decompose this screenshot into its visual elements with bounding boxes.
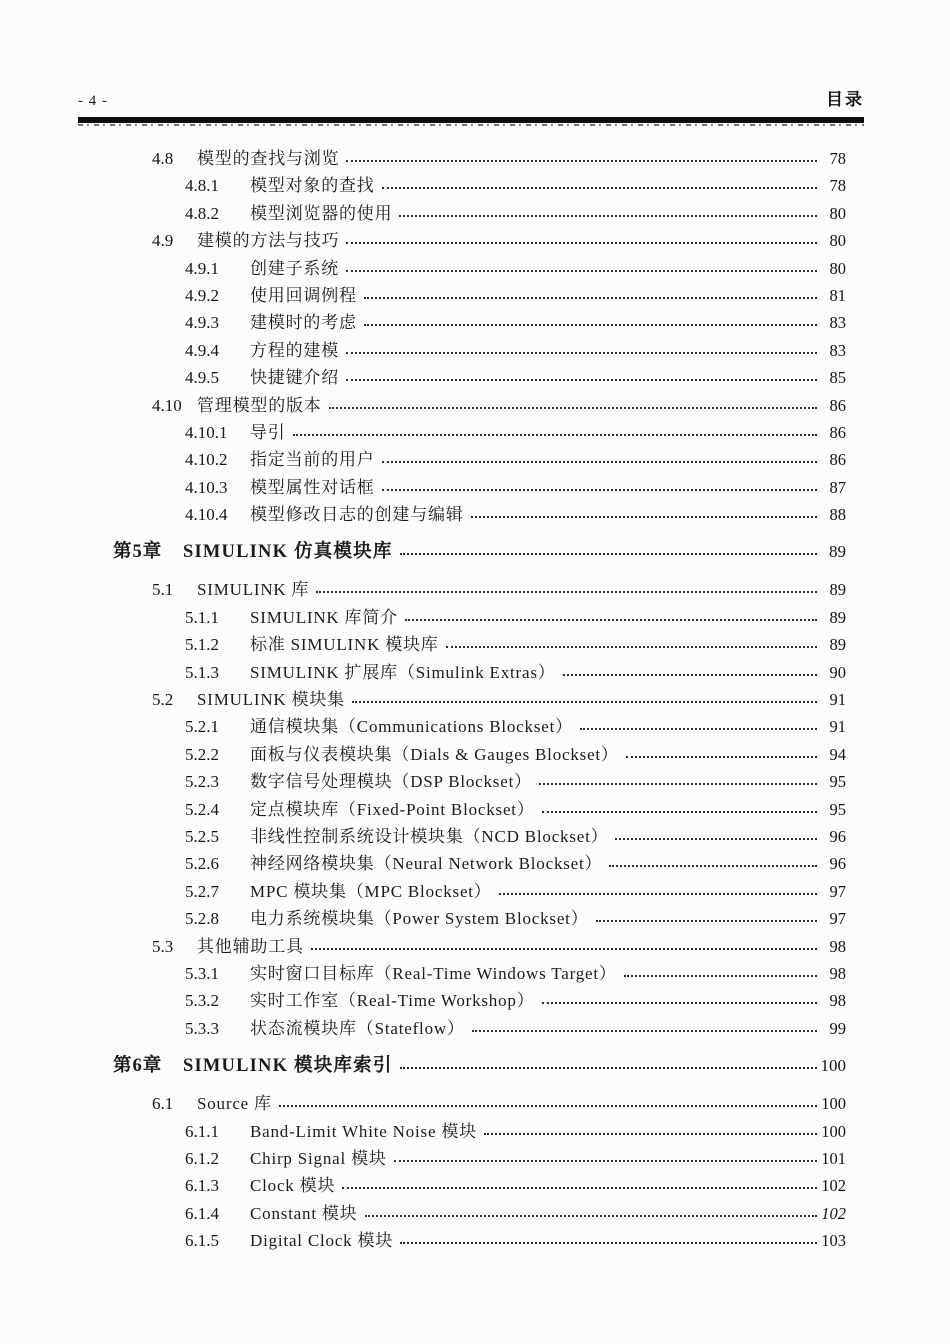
toc-entry-title: 建模的方法与技巧 <box>197 231 340 251</box>
toc-entry-number: 4.8.2 <box>185 203 219 223</box>
toc-entry-title: 数字信号处理模块（DSP Blockset） <box>250 772 532 792</box>
toc-entry-number: 4.9.1 <box>185 258 219 278</box>
dot-leader <box>400 1067 817 1069</box>
toc-entry-title: 标准 SIMULINK 模块库 <box>250 635 439 655</box>
toc-entry <box>78 1089 846 1116</box>
toc-entry-title: 管理模型的版本 <box>197 395 322 415</box>
toc-entry-title: Constant 模块 <box>250 1203 358 1223</box>
toc-entry <box>78 740 846 767</box>
toc-entry-number: 4.10 <box>152 395 182 415</box>
toc-entry-title: Band-Limit White Noise 模块 <box>250 1121 477 1141</box>
toc-entry <box>78 445 846 472</box>
toc-entry <box>78 199 846 226</box>
toc-entry-page: 85 <box>829 368 846 388</box>
dot-leader <box>563 674 817 676</box>
toc-entry-title: 导引 <box>250 422 286 442</box>
toc-entry-page: 97 <box>829 909 846 929</box>
toc-entry <box>78 1014 846 1041</box>
toc-entry-page: 91 <box>829 717 846 737</box>
toc-entry-title: 状态流模块库（Stateflow） <box>250 1018 465 1038</box>
toc-entry <box>78 630 846 657</box>
toc-entry <box>78 603 846 630</box>
toc-entry-number: 5.2.4 <box>185 799 219 819</box>
toc-entry-title: SIMULINK 扩展库（Simulink Extras） <box>250 662 556 682</box>
dot-leader <box>346 242 817 244</box>
toc-entry-title: 快捷键介绍 <box>250 368 339 388</box>
toc-entry-number: 5.3.3 <box>185 1018 219 1038</box>
dot-leader <box>346 379 817 381</box>
dot-leader <box>626 756 817 758</box>
dot-leader <box>615 838 817 840</box>
toc-entry <box>78 1144 846 1171</box>
toc-entry-title: 其他辅助工具 <box>197 936 304 956</box>
toc-entry-title: Source 库 <box>197 1094 272 1114</box>
toc-entry <box>78 418 846 445</box>
dot-leader <box>364 297 817 299</box>
toc-entry-page: 87 <box>829 477 846 497</box>
toc-entry-title: 电力系统模块集（Power System Blockset） <box>250 909 589 929</box>
toc-entry-title: SIMULINK 仿真模块库 <box>183 542 393 563</box>
toc-entry-number: 4.10.2 <box>185 450 228 470</box>
toc-entry-title: 创建子系统 <box>250 258 339 278</box>
toc-entry <box>78 363 846 390</box>
toc-entry-title: 模型修改日志的创建与编辑 <box>250 505 464 525</box>
toc-entry-title: 模型的查找与浏览 <box>197 149 340 168</box>
toc-entry <box>78 795 846 822</box>
toc-entry-number: 5.2.7 <box>185 881 219 901</box>
toc-entry-page: 102 <box>821 1176 846 1196</box>
toc-entry-title: 实时窗口目标库（Real-Time Windows Target） <box>250 963 617 983</box>
toc-entry <box>78 658 846 685</box>
toc-entry-page: 83 <box>829 340 846 360</box>
toc-entry-title: 神经网络模块集（Neural Network Blockset） <box>250 854 603 874</box>
dot-leader <box>342 1187 817 1189</box>
dot-leader <box>542 811 817 813</box>
toc-entry-page: 100 <box>821 1094 846 1114</box>
toc-entry-number: 5.2.2 <box>185 744 219 764</box>
toc-entry-page: 86 <box>829 422 846 442</box>
toc-entry <box>78 537 846 567</box>
dot-leader <box>596 920 818 922</box>
toc-entry-title: 使用回调例程 <box>250 285 357 305</box>
toc-entry-number: 6.1 <box>152 1094 174 1114</box>
dot-leader <box>316 591 817 593</box>
toc-entry-page: 86 <box>829 395 846 415</box>
dot-leader <box>382 187 817 189</box>
dot-leader <box>364 324 817 326</box>
page-header <box>78 0 864 110</box>
toc-entry-title: SIMULINK 库 <box>197 580 310 600</box>
dot-leader <box>400 553 817 555</box>
toc-entry-title: 面板与仪表模块集（Dials & Gauges Blockset） <box>250 744 619 764</box>
toc-entry <box>78 308 846 335</box>
toc-entry-page: 80 <box>829 258 846 278</box>
dot-leader <box>472 1030 817 1032</box>
dot-leader <box>624 975 817 977</box>
toc-entry-number: 5.3 <box>152 936 174 956</box>
toc-entry-title: SIMULINK 模块库索引 <box>183 1056 393 1077</box>
toc-entry-page: 89 <box>829 607 846 627</box>
toc-entry-number: 5.1 <box>152 580 174 600</box>
toc-entry-number: 5.2.6 <box>185 854 219 874</box>
toc-entry-page: 89 <box>829 542 846 562</box>
toc-entry <box>78 144 846 171</box>
toc-entry-title: SIMULINK 库简介 <box>250 607 398 627</box>
toc-entry-number: 4.8.1 <box>185 176 219 196</box>
dot-leader <box>394 1160 817 1162</box>
toc-entry <box>78 575 846 602</box>
toc-entry-number: 4.8 <box>152 149 174 168</box>
toc-entry-number: 4.10.1 <box>185 422 228 442</box>
toc-entry-title: Digital Clock 模块 <box>250 1231 394 1251</box>
toc-entry-number: 5.2.8 <box>185 909 219 929</box>
toc-entry <box>78 822 846 849</box>
toc-entry-page: 102 <box>821 1203 846 1223</box>
toc-entry-page: 98 <box>829 991 846 1011</box>
dot-leader <box>382 461 817 463</box>
toc-entry <box>78 849 846 876</box>
dot-leader <box>311 948 817 950</box>
toc-entry <box>78 1226 846 1253</box>
toc-entry-title: 通信模块集（Communications Blockset） <box>250 717 573 737</box>
toc-entry-number: 第5章 <box>113 542 163 563</box>
header-rule <box>78 117 864 123</box>
toc-entry-title: 非线性控制系统设计模块集（NCD Blockset） <box>250 826 609 846</box>
toc-entry-title: 模型浏览器的使用 <box>250 203 393 223</box>
header-title: 目录 <box>826 90 864 109</box>
toc-entry-page: 99 <box>829 1018 846 1038</box>
toc-entry-number: 6.1.4 <box>185 1203 219 1223</box>
toc-entry-page: 97 <box>829 881 846 901</box>
toc-entry-number: 5.1.2 <box>185 635 219 655</box>
toc-entry-number: 5.3.1 <box>185 963 219 983</box>
toc-entry <box>78 712 846 739</box>
dot-leader <box>405 619 817 621</box>
toc-entry <box>78 336 846 363</box>
dot-leader <box>365 1215 818 1217</box>
toc-entry-number: 5.2.1 <box>185 717 219 737</box>
dot-leader <box>446 646 817 648</box>
dot-leader <box>499 893 817 895</box>
toc-entry-number: 6.1.5 <box>185 1231 219 1251</box>
dot-leader <box>400 1242 817 1244</box>
toc-entry-title: SIMULINK 模块集 <box>197 690 345 710</box>
dot-leader <box>399 215 817 217</box>
toc-entry-page: 100 <box>820 1056 846 1076</box>
toc-entry <box>78 1171 846 1198</box>
toc-entry <box>78 685 846 712</box>
toc-entry-page: 95 <box>829 799 846 819</box>
page-number-label: - 4 - <box>78 93 108 109</box>
dot-leader <box>471 516 817 518</box>
dot-leader <box>293 434 817 436</box>
toc-entry-title: MPC 模块集（MPC Blockset） <box>250 881 492 901</box>
toc-entry-page: 103 <box>821 1231 846 1251</box>
toc-entry-page: 96 <box>829 854 846 874</box>
toc-entry-number: 4.9.3 <box>185 313 219 333</box>
toc-entry-page: 81 <box>829 285 846 305</box>
toc-entry-page: 95 <box>829 772 846 792</box>
dot-leader <box>352 701 817 703</box>
dot-leader <box>329 407 817 409</box>
toc-entry-page: 80 <box>829 231 846 251</box>
toc-entry-page: 86 <box>829 450 846 470</box>
toc-entry-number: 4.10.3 <box>185 477 228 497</box>
toc-entry <box>78 1051 846 1081</box>
toc-entry <box>78 254 846 281</box>
toc-entry <box>78 226 846 253</box>
toc-entry-page: 101 <box>821 1148 846 1168</box>
dot-leader <box>580 728 817 730</box>
dot-leader <box>542 1002 818 1004</box>
toc-entry-number: 第6章 <box>113 1056 163 1077</box>
toc-entry-title: 模型属性对话框 <box>250 477 375 497</box>
toc-entry <box>78 932 846 959</box>
dot-leader <box>484 1133 817 1135</box>
toc-list <box>78 144 846 1253</box>
dot-leader <box>382 489 817 491</box>
dot-leader <box>539 783 817 785</box>
toc-entry-number: 4.9 <box>152 231 174 251</box>
toc-entry-number: 4.9.2 <box>185 285 219 305</box>
toc-entry <box>78 767 846 794</box>
toc-entry-page: 78 <box>829 176 846 196</box>
toc-entry-page: 89 <box>829 635 846 655</box>
toc-entry-title: Chirp Signal 模块 <box>250 1148 387 1168</box>
dot-leader <box>346 352 817 354</box>
toc-entry-number: 5.2.5 <box>185 826 219 846</box>
toc-entry <box>78 473 846 500</box>
toc-entry-title: 模型对象的查找 <box>250 176 375 196</box>
toc-entry-page: 98 <box>829 936 846 956</box>
toc-entry-page: 83 <box>829 313 846 333</box>
toc-entry-number: 4.9.4 <box>185 340 219 360</box>
toc-entry-page: 100 <box>821 1121 846 1141</box>
toc-entry-page: 90 <box>829 662 846 682</box>
toc-entry-title: 实时工作室（Real-Time Workshop） <box>250 991 535 1011</box>
toc-entry-page: 98 <box>829 963 846 983</box>
dot-leader <box>346 270 817 272</box>
dot-leader <box>609 865 817 867</box>
toc-entry-number: 5.1.3 <box>185 662 219 682</box>
toc-entry <box>78 877 846 904</box>
toc-entry-title: 方程的建模 <box>250 340 339 360</box>
toc-entry-title: 指定当前的用户 <box>250 450 375 470</box>
toc-entry-number: 6.1.2 <box>185 1148 219 1168</box>
toc-entry-number: 5.2 <box>152 690 174 710</box>
toc-entry-title: 定点模块库（Fixed-Point Blockset） <box>250 799 535 819</box>
toc-entry-number: 5.3.2 <box>185 991 219 1011</box>
toc-entry <box>78 1117 846 1144</box>
toc-entry <box>78 986 846 1013</box>
dot-leader <box>346 160 817 162</box>
toc-entry <box>78 281 846 308</box>
toc-entry-page: 94 <box>829 744 846 764</box>
toc-entry <box>78 959 846 986</box>
toc-entry-number: 4.9.5 <box>185 368 219 388</box>
toc-entry <box>78 904 846 931</box>
header-rule-speckle <box>78 124 864 126</box>
toc-entry <box>78 500 846 527</box>
toc-entry-number: 6.1.1 <box>185 1121 219 1141</box>
dot-leader <box>279 1105 817 1107</box>
toc-entry <box>78 391 846 418</box>
toc-entry-page: 78 <box>829 149 846 168</box>
toc-entry-page: 88 <box>829 505 846 525</box>
toc-entry-title: 建模时的考虑 <box>250 313 357 333</box>
toc-entry-number: 5.1.1 <box>185 607 219 627</box>
toc-entry <box>78 1199 846 1226</box>
toc-entry-title: Clock 模块 <box>250 1176 336 1196</box>
toc-entry-number: 6.1.3 <box>185 1176 219 1196</box>
toc-entry-page: 91 <box>829 690 846 710</box>
toc-entry-page: 96 <box>829 826 846 846</box>
toc-entry-page: 80 <box>829 203 846 223</box>
toc-entry-number: 5.2.3 <box>185 772 219 792</box>
toc-entry-number: 4.10.4 <box>185 505 228 525</box>
toc-entry-page: 89 <box>829 580 846 600</box>
toc-entry <box>78 171 846 198</box>
